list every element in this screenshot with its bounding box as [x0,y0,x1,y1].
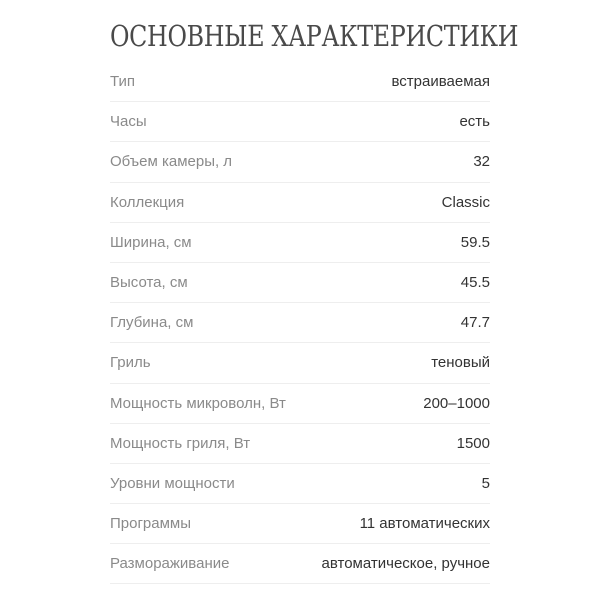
spec-label: Мощность микроволн, Вт [110,394,286,412]
spec-value: есть [459,113,490,131]
spec-row-height [110,263,490,303]
spec-row-programs [110,504,490,544]
spec-value: 47.7 [460,314,490,332]
spec-row-volume [110,142,490,182]
spec-row-microwave-power [110,384,490,424]
spec-value: 1500 [456,434,490,452]
spec-value: Classic [441,193,490,211]
spec-value: 59.5 [460,233,490,251]
spec-label: Тип [110,73,136,91]
spec-row-defrost [110,544,490,584]
spec-row-type [110,62,490,102]
spec-label: Глубина, см [110,314,194,332]
section-title: ОСНОВНЫЕ ХАРАКТЕРИСТИКИ [110,19,519,53]
spec-label: Часы [110,113,147,131]
spec-value: 11 автоматических [359,515,490,533]
spec-label: Ширина, см [110,233,192,251]
spec-row-clock [110,102,490,142]
spec-value: теновый [431,354,490,372]
spec-row-depth [110,303,490,343]
spec-label: Мощность гриля, Вт [110,434,251,452]
spec-list [110,62,490,584]
spec-row-collection [110,183,490,223]
spec-row-grill [110,343,490,383]
spec-value: встраиваемая [391,73,490,91]
spec-value: 45.5 [460,274,490,292]
spec-row-width [110,223,490,263]
spec-label: Размораживание [110,555,230,573]
spec-label: Программы [110,515,192,533]
spec-row-power-levels [110,464,490,504]
spec-label: Объем камеры, л [110,153,233,171]
spec-value: 5 [481,474,490,492]
spec-label: Коллекция [110,193,185,211]
spec-label: Гриль [110,354,151,372]
spec-value: 32 [473,153,490,171]
spec-row-grill-power [110,424,490,464]
spec-value: 200–1000 [423,394,490,412]
spec-label: Высота, см [110,274,188,292]
spec-label: Уровни мощности [110,474,235,492]
spec-value: автоматическое, ручное [321,555,490,573]
